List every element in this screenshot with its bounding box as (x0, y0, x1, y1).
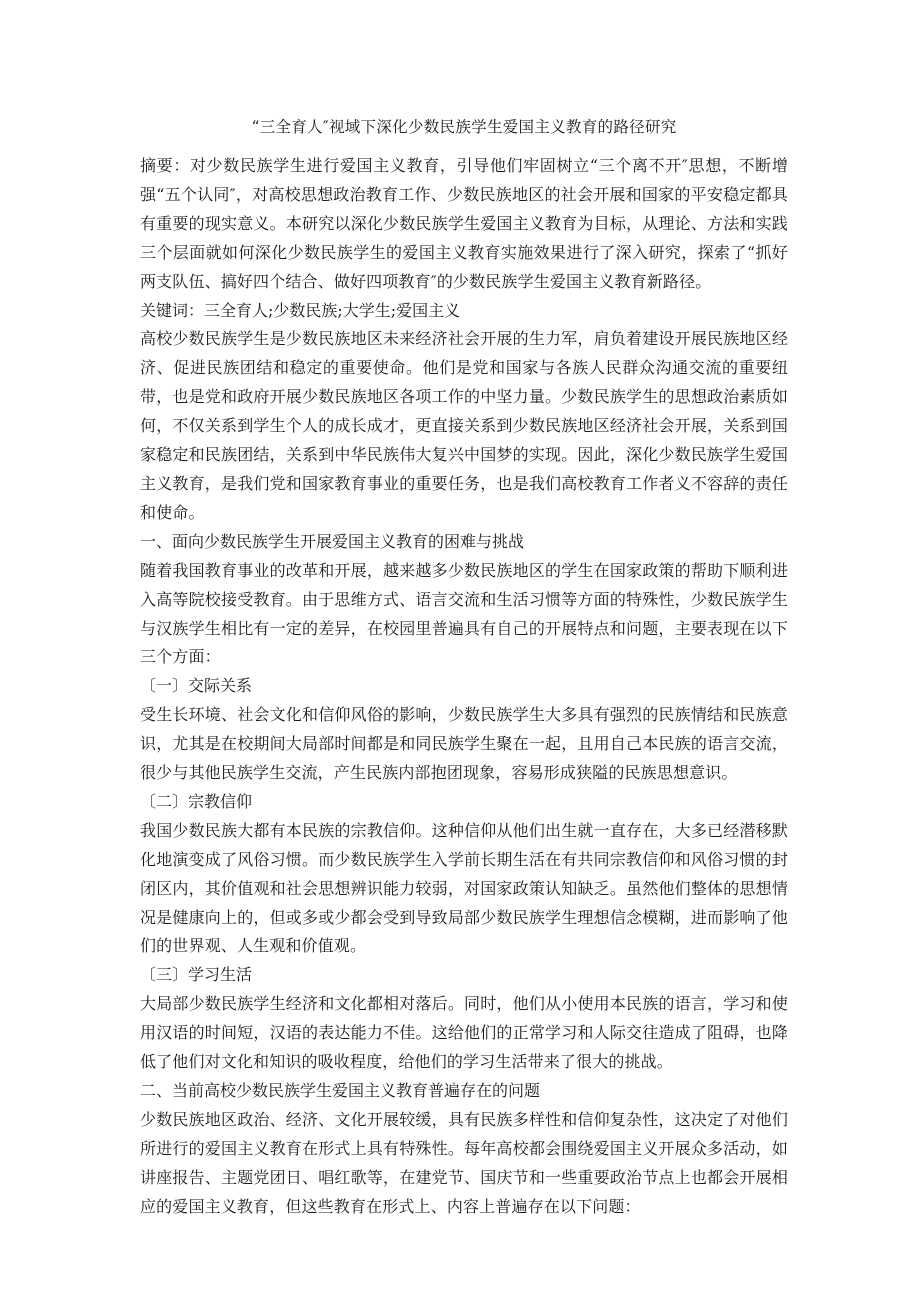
section-2-intro: 少数民族地区政治、经济、文化开展较缓，具有民族多样性和信仰复杂性，这决定了对他们所进行的爱国主义教育在形式上具有特殊性。每年高校都会围绕爱国主义开展众多活动，如讲座报告、主题党团日、唱红歌等，在建党节、国庆节和一些重要政治节点上也都会开展相应的爱国主义教育，但这些教育在形式上、内容上普遍存在以下问题： (140, 1109, 788, 1216)
intro-paragraph: 高校少数民族学生是少数民族地区未来经济社会开展的生力军，肩负着建设开展民族地区经济、促进民族团结和稳定的重要使命。他们是党和国家与各族人民群众沟通交流的重要纽带，也是党和政府开展少数民族地区各项工作的中坚力量。少数民族学生的思想政治素质如何，不仅关系到学生个人的成长成才，更直接关系到少数民族地区经济社会开展，关系到国家稳定和民族团结，关系到中华民族伟大复兴中国梦的实现。因此，深化少数民族学生爱国主义教育，是我们党和国家教育事业的重要任务，也是我们高校教育工作者义不容辞的责任和使命。 (140, 329, 788, 522)
subsection-3-text: 大局部少数民族学生经济和文化都相对落后。同时，他们从小使用本民族的语言，学习和使用汉语的时间短，汉语的表达能力不佳。这给他们的正常学习和人际交往造成了阻碍，也降低了他们对文化和知识的吸收程度，给他们的学习生活带来了很大的挑战。 (140, 994, 788, 1072)
subsection-2-text: 我国少数民族大都有本民族的宗教信仰。这种信仰从他们出生就一直存在，大多已经潜移默化地演变成了风俗习惯。而少数民族学生入学前长期生活在有共同宗教信仰和风俗习惯的封闭区内，其价值观和社会思想辨识能力较弱，对国家政策认知缺乏。虽然他们整体的思想情况是健康向上的，但或多或少都会受到导致局部少数民族学生理想信念模糊，进而影响了他们的世界观、人生观和价值观。 (140, 820, 788, 956)
document-title: “三全育人″视域下深化少数民族学生爱国主义教育的路径研究 (251, 118, 677, 136)
subsection-1-text: 受生长环境、社会文化和信仰风俗的影响，少数民族学生大多具有强烈的民族情结和民族意识，尤其是在校期间大局部时间都是和同民族学生聚在一起，且用自己本民族的语言交流，很少与其他民族学生交流，产生民族内部抱团现象，容易形成狭隘的民族思想意识。 (140, 705, 788, 783)
section-1-heading: 一、面向少数民族学生开展爱国主义教育的困难与挑战 (140, 531, 525, 551)
subsection-2-heading: 〔二〕宗教信仰 (140, 791, 253, 811)
keywords-line: 关键词：三全育人;少数民族;大学生;爱国主义 (140, 300, 461, 320)
section-2-heading: 二、当前高校少数民族学生爱国主义教育普遍存在的问题 (140, 1081, 541, 1100)
section-1-intro: 随着我国教育事业的改革和开展，越来越多少数民族地区的学生在国家政策的帮助下顺利进入高等院校接受教育。由于思维方式、语言交流和生活习惯等方面的特殊性，少数民族学生与汉族学生相比有一定的差异，在校园里普遍具有自己的开展特点和问题，主要表现在以下三个方面： (140, 560, 788, 667)
subsection-3-heading: 〔三〕学习生活 (140, 965, 253, 985)
subsection-1-heading: 〔一〕交际关系 (140, 676, 253, 696)
document-page (140, 112, 788, 1222)
abstract-paragraph: 摘要：对少数民族学生进行爱国主义教育，引导他们牢固树立“三个离不开″思想，不断增强“五个认同″，对高校思想政治教育工作、少数民族地区的社会开展和国家的平安稳定都具有重要的现实意义。本研究以深化少数民族学生爱国主义教育为目标，从理论、方法和实践三个层面就如何深化少数民族学生的爱国主义教育实施效果进行了深入研究，探索了“抓好两支队伍、搞好四个结合、做好四项教育″的少数民族学生爱国主义教育新路径。 (140, 156, 788, 291)
